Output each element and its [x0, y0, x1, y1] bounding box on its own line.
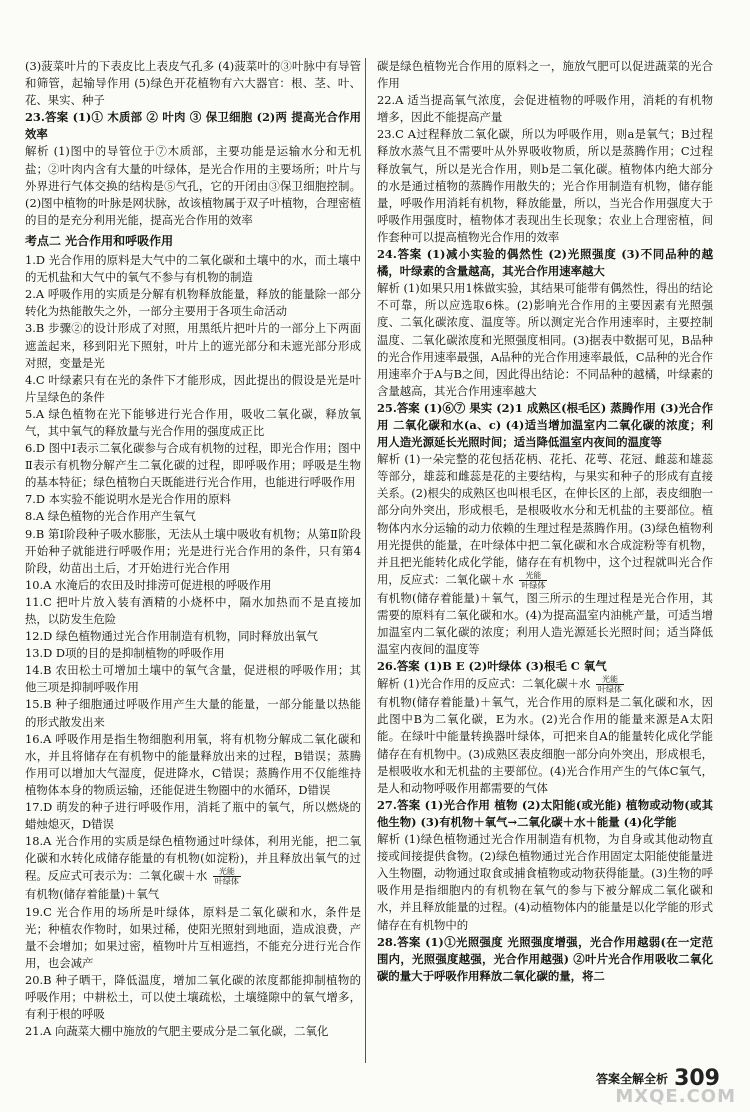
item-6: 6.D 图中Ⅰ表示二氧化碳参与合成有机物的过程，即光合作用；图中Ⅱ表示有机物分解产生二氧化碳的过程，即呼吸作用；呼吸是生物的基本特征；绿色植物白天既能进行光合作用，也能进行呼吸作用: [25, 441, 361, 490]
item-9: 9.B 第Ⅰ阶段种子吸水膨胀，无法从土壤中吸收有机物；从第Ⅱ阶段开始种子就能进行呼吸作用；光是进行光合作用的条件，只有第4阶段，幼苗出土后，才开始进行光合作用: [25, 526, 361, 575]
left-column: [25, 58, 361, 1040]
formula-condition-top: 光能: [519, 571, 547, 581]
answer-24: 24.答案 (1)减小实验的偶然性 (2)光照强度 (3)不同品种的越橘，叶绿素的含量越高，其光合作用速率越大: [377, 247, 713, 279]
item-7: 7.D 本实验不能说明水是光合作用的原料: [25, 492, 231, 507]
item-22: 22.A 适当提高氧气浓度，会促进植物的呼吸作用，消耗的有机物增多，因此不能提高产量: [377, 93, 713, 125]
answer-28: 28.答案 (1)①光照强度 光照强度增强，光合作用越弱(在一定范围内，光照强度越强，光合作用越强) ②叶片光合作用吸收二氧化碳的量大于呼吸作用释放二氧化碳的量，将二: [377, 934, 713, 983]
explanation-27: 解析 (1)绿色植物通过光合作用制造有机物，为自身或其他动物直接或间接提供食物。(2)绿色植物通过光合作用固定太阳能使能量进入生物圈，动物通过取食或捕食植物或动物获得能量。(3)生物的呼吸作用是指细胞内的有机物在氧气的参与下被分解成二氧化碳和水，并且释放能量的过程。(4)动植物体内的能量是以化学能的形式储存在有机物中的: [377, 832, 713, 932]
item-3: 3.B 步骤②的设计形成了对照，用黑纸片把叶片的一部分上下两面遮盖起来，移到阳光下照射，叶片上的遮光部分和未遮光部分形成对照，变量是光: [25, 321, 361, 370]
explanation-25-cont: 有机物(储存着能量)＋氧气，图三所示的生理过程是光合作用，其需要的原料有二氧化碳和水。(4)为提高温室内油桃产量，可适当增加温室内二氧化碳的浓度；利用人造光源延长光照时间；适当降低温室内夜间的温度等: [377, 590, 713, 657]
section-heading: 考点二 光合作用和呼吸作用: [25, 233, 174, 248]
paragraph: (3)菠菜叶片的下表皮比上表皮气孔多 (4)菠菜叶的③叶脉中有导管和筛管，起输导作用 (5)绿色开花植物有六大器官：根、茎、叶、花、果实、种子: [25, 59, 361, 108]
item-20: 20.B 种子晒干，降低温度，增加二氧化碳的浓度都能抑制植物的呼吸作用；中耕松土，可以使土壤疏松，土壤缝隙中的氧气增多，有利于根的呼吸: [25, 972, 361, 1022]
formula-condition-top: 光能: [213, 867, 241, 877]
item-5: 5.A 绿色植物在光下能够进行光合作用，吸收二氧化碳，释放氧气，其中氧气的释放量与光合作用的强度成正比: [25, 406, 361, 438]
right-column: [377, 58, 713, 985]
item-18: [25, 833, 361, 886]
item-18-cont: 有机物(储存着能量)＋氧气: [25, 887, 160, 902]
item-21: 21.A 向蔬菜大棚中施放的气肥主要成分是二氧化碳，二氧化: [25, 1024, 329, 1039]
item-19: 19.C 光合作用的场所是叶绿体，原料是二氧化碳和水，条件是光；种植农作物时，如果过稀，使阳光照射到地面，造成浪费，产量不会增加；如果过密，植物叶片互相遮挡，不能充分进行光合作用，也会减产: [25, 904, 361, 970]
reaction-arrow-formula: [213, 867, 241, 886]
page-number: 309: [674, 1066, 720, 1091]
item-8: 8.A 绿色植物的光合作用产生氧气: [25, 509, 196, 524]
explanation-25: [377, 451, 713, 590]
explanation-23: 解析 (1)图中的导管位于⑦木质部，主要功能是运输水分和无机盐；②叶肉内含有大量的叶绿体，是光合作用的主要场所；叶片与外界进行气体交换的结构是⑤气孔，它的开闭由③保卫细胞控制。(2)图中植物的叶脉是网状脉，故该植物属于双子叶植物，合理密植的目的是充分利用光能，提高光合作用的效率: [25, 144, 361, 227]
item-16: 16.A 呼吸作用是指生物细胞利用氧，将有机物分解成二氧化碳和水，并且将储存在有机物中的能量释放出来的过程，B错误；蒸腾作用可以增加大气湿度，促进降水，C错误；蒸腾作用不仅能维持植物体本身的物质运输，还能促进生物圈中的水循环，D错误: [25, 731, 361, 797]
item-23: 23.C A过程释放二氧化碳，所以为呼吸作用，则a是氧气；B过程释放水蒸气且不需要叶从外界吸收物质，所以是蒸腾作用；C过程释放氧气，所以是光合作用，则b是二氧化碳。植物体内绝大部分的水是通过植物的蒸腾作用散失的；光合作用制造有机物，储存能量，呼吸作用消耗有机物，释放能量，所以，当光合作用强度大于呼吸作用强度时，植物体才表现出生长现象；农业上合理密植，间作套种可以提高植物光合作用的效率: [377, 127, 713, 244]
item-2: 2.A 呼吸作用的实质是分解有机物释放能量，释放的能量除一部分转化为热能散失之外，一部分主要用于各项生命活动: [25, 287, 361, 319]
explanation-26: [377, 675, 713, 694]
item-14: 14.B 农田松土可增加土壤中的氧气含量，促进根的呼吸作用；其他三项是抑制呼吸作用: [25, 663, 361, 695]
formula-condition-bottom: 叶绿体: [521, 580, 546, 590]
item-4: 4.C 叶绿素只有在光的条件下才能形成，因此提出的假设是光是叶片呈绿色的条件: [25, 372, 361, 404]
formula-condition-top: 光能: [596, 675, 624, 685]
item-21-cont: 碳是绿色植物光合作用的原料之一，施放气肥可以促进蔬菜的光合作用: [377, 59, 713, 91]
footer-label: 答案全解全析: [596, 1072, 669, 1086]
reaction-arrow-formula: [596, 675, 624, 694]
formula-condition-bottom: 叶绿体: [598, 685, 623, 695]
explanation-24: 解析 (1)如果只用1株做实验，其结果可能带有偶然性，得出的结论不可靠，所以应选取6株。(2)影响光合作用的主要因素有光照强度、二氧化碳浓度、温度等。所以测定光合作用速率时，主要控制温度、二氧化碳浓度和光照强度相同。(3)据表中数据可见，B品种的光合作用速率最强，A品种的光合作用速率最低，C品种的光合作用速率介于A与B之间，因此得出结论：不同品种的越橘，叶绿素的含量越高，其光合作用速率越大: [377, 281, 713, 398]
explanation-26-cont: 有机物(储存着能量)＋氧气，光合作用的原料是二氧化碳和水，因此图中B为二氧化碳，E为水。(2)光合作用的能量来源是A太阳能。在绿叶中能量转换器叶绿体，可把来自A的能量转化成化学能储存在有机物中。(3)成熟区表皮细胞一部分向外突出，形成根毛，是根吸收水和无机盐的主要部位。(4)光合作用产生的气体C氧气，是人和动物呼吸作用都需要的气体: [377, 695, 713, 795]
item-1: 1.D 光合作用的原料是大气中的二氧化碳和土壤中的水，而土壤中的无机盐和大气中的氧气不参与有机物的制造: [25, 253, 361, 285]
explanation-25-text: 解析 (1)一朵完整的花包括花柄、花托、花萼、花冠、雌蕊和雄蕊等部分，雄蕊和雌蕊是花的主要结构，与果实和种子的形成有直接关系。(2)根尖的成熟区也叫根毛区，在伸长区的上部，表皮细胞一部分向外突出，形成根毛，是根吸收水分和无机盐的主要部位。植物体内水分运输的动力依赖的生理过程是蒸腾作用。(3)绿色植物利用光提供的能量，在叶绿体中把二氧化碳和水合成淀粉等有机物，并且把光能转化成化学能，储存在有机物中，这个过程就叫光合作用，反应式：二氧化碳＋水: [377, 452, 713, 587]
reaction-arrow-formula: [519, 571, 547, 590]
watermark-logo: MXQE.COM: [615, 1086, 736, 1107]
item-10: 10.A 水淹后的农田及时排涝可促进根的呼吸作用: [25, 577, 272, 592]
item-18-text: 18.A 光合作用的实质是绿色植物通过叶绿体，利用光能，把二氧化碳和水转化成储存能量的有机物(如淀粉)，并且释放出氧气的过程。反应式可表示为：二氧化碳＋水: [25, 834, 361, 883]
item-12: 12.D 绿色植物通过光合作用制造有机物，同时释放出氧气: [25, 629, 318, 644]
explanation-26-text: 解析 (1)光合作用的反应式：二氧化碳＋水: [377, 676, 591, 691]
formula-condition-bottom: 叶绿体: [214, 877, 239, 887]
item-13: 13.D D项的目的是抑制植物的呼吸作用: [25, 646, 225, 661]
answer-26: 26.答案 (1)B E (2)叶绿体 (3)根毛 C 氧气: [377, 659, 607, 674]
answer-23: 23.答案 (1)① 木质部 ② 叶肉 ③ 保卫细胞 (2)两 提高光合作用效率: [25, 110, 361, 142]
item-15: 15.B 种子细胞通过呼吸作用产生大量的能量，一部分能量以热能的形式散发出来: [25, 697, 361, 729]
answer-25: 25.答案 (1)⑥⑦ 果实 (2)1 成熟区(根毛区) 蒸腾作用 (3)光合作用 二氧化碳和水(a、c) (4)适当增加温室内二氧化碳的浓度；利用人造光源延长光照时间；适当降低温室内夜间的温度等: [377, 400, 713, 450]
column-divider: [365, 58, 366, 1063]
item-17: 17.D 萌发的种子进行呼吸作用，消耗了瓶中的氧气，所以燃烧的蜡烛熄灭，D错误: [25, 800, 361, 832]
item-11: 11.C 把叶片放入装有酒精的小烧杯中，隔水加热而不是直接加热，以防发生危险: [25, 594, 361, 626]
answer-27: 27.答案 (1)光合作用 植物 (2)太阳能(或光能) 植物或动物(或其他生物) (3)有机物＋氧气→二氧化碳＋水＋能量 (4)化学能: [377, 797, 713, 829]
